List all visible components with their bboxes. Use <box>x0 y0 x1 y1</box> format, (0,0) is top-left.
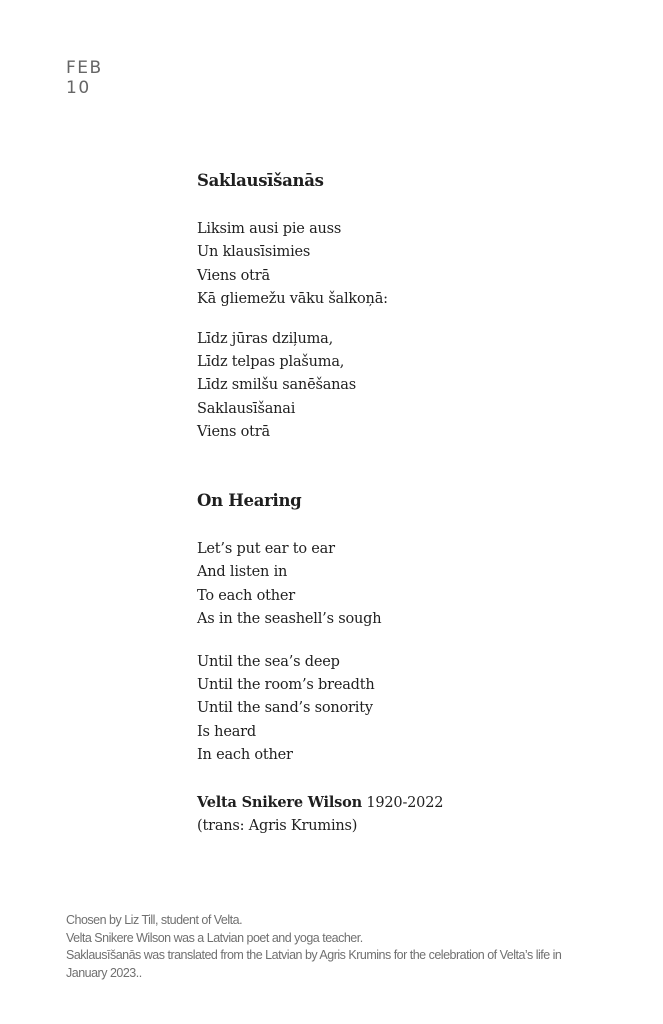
poem-line: Until the sand’s sonority <box>197 700 373 717</box>
footer-line: Saklausīšanās was translated from the Latvian by Agris Krumins for the celebration of Velta’s life in January 2023.. <box>66 948 562 980</box>
poem-line: Let’s put ear to ear <box>197 541 335 557</box>
footer-line: Chosen by Liz Till, student of Velta. <box>66 913 243 927</box>
date-month: FEB <box>66 58 103 78</box>
date-day: 10 <box>66 78 91 98</box>
poem-line: Līdz telpas plašuma, <box>197 354 345 371</box>
footer-line: Velta Snikere Wilson was a Latvian poet and yoga teacher. <box>66 930 363 945</box>
latvian-poem-title: Saklausīšanās <box>197 171 324 190</box>
latvian-stanza-1 <box>197 218 388 312</box>
author-years: 1920-2022 <box>366 795 444 811</box>
poem-line: Kā gliemežu vāku šalkoņā: <box>197 291 388 308</box>
poem-line: To each other <box>197 587 295 604</box>
poem-line: In each other <box>197 747 293 764</box>
english-stanza-1 <box>197 538 381 632</box>
poem-line: And listen in <box>197 564 288 581</box>
latvian-poem <box>197 170 388 445</box>
footer-note <box>66 912 586 982</box>
english-poem <box>197 490 381 768</box>
english-poem-title: On Hearing <box>197 491 302 510</box>
english-stanza-2 <box>197 651 381 768</box>
poem-line: Viens otrā <box>197 424 270 441</box>
poem-line: Un klausīsimies <box>197 244 311 261</box>
poem-attribution <box>197 791 443 839</box>
poem-line: As in the seashell’s sough <box>197 611 382 628</box>
poem-line: Is heard <box>197 723 256 740</box>
poem-line: Until the sea’s deep <box>197 653 340 670</box>
poem-line: Until the room’s breadth <box>197 677 375 694</box>
latvian-stanza-2 <box>197 328 388 445</box>
poem-line: Viens otrā <box>197 267 270 284</box>
poem-line: Līdz smilšu sanēšanas <box>197 377 356 394</box>
poem-line: Saklausīšanai <box>197 400 296 417</box>
poem-line: Līdz jūras dziļuma, <box>197 330 333 347</box>
date-label <box>66 58 103 98</box>
author-name: Velta Snikere Wilson <box>197 794 362 811</box>
author-line <box>197 791 443 815</box>
poem-line: Liksim ausi pie auss <box>197 221 342 237</box>
translator-credit: (trans: Agris Krumins) <box>197 818 358 835</box>
